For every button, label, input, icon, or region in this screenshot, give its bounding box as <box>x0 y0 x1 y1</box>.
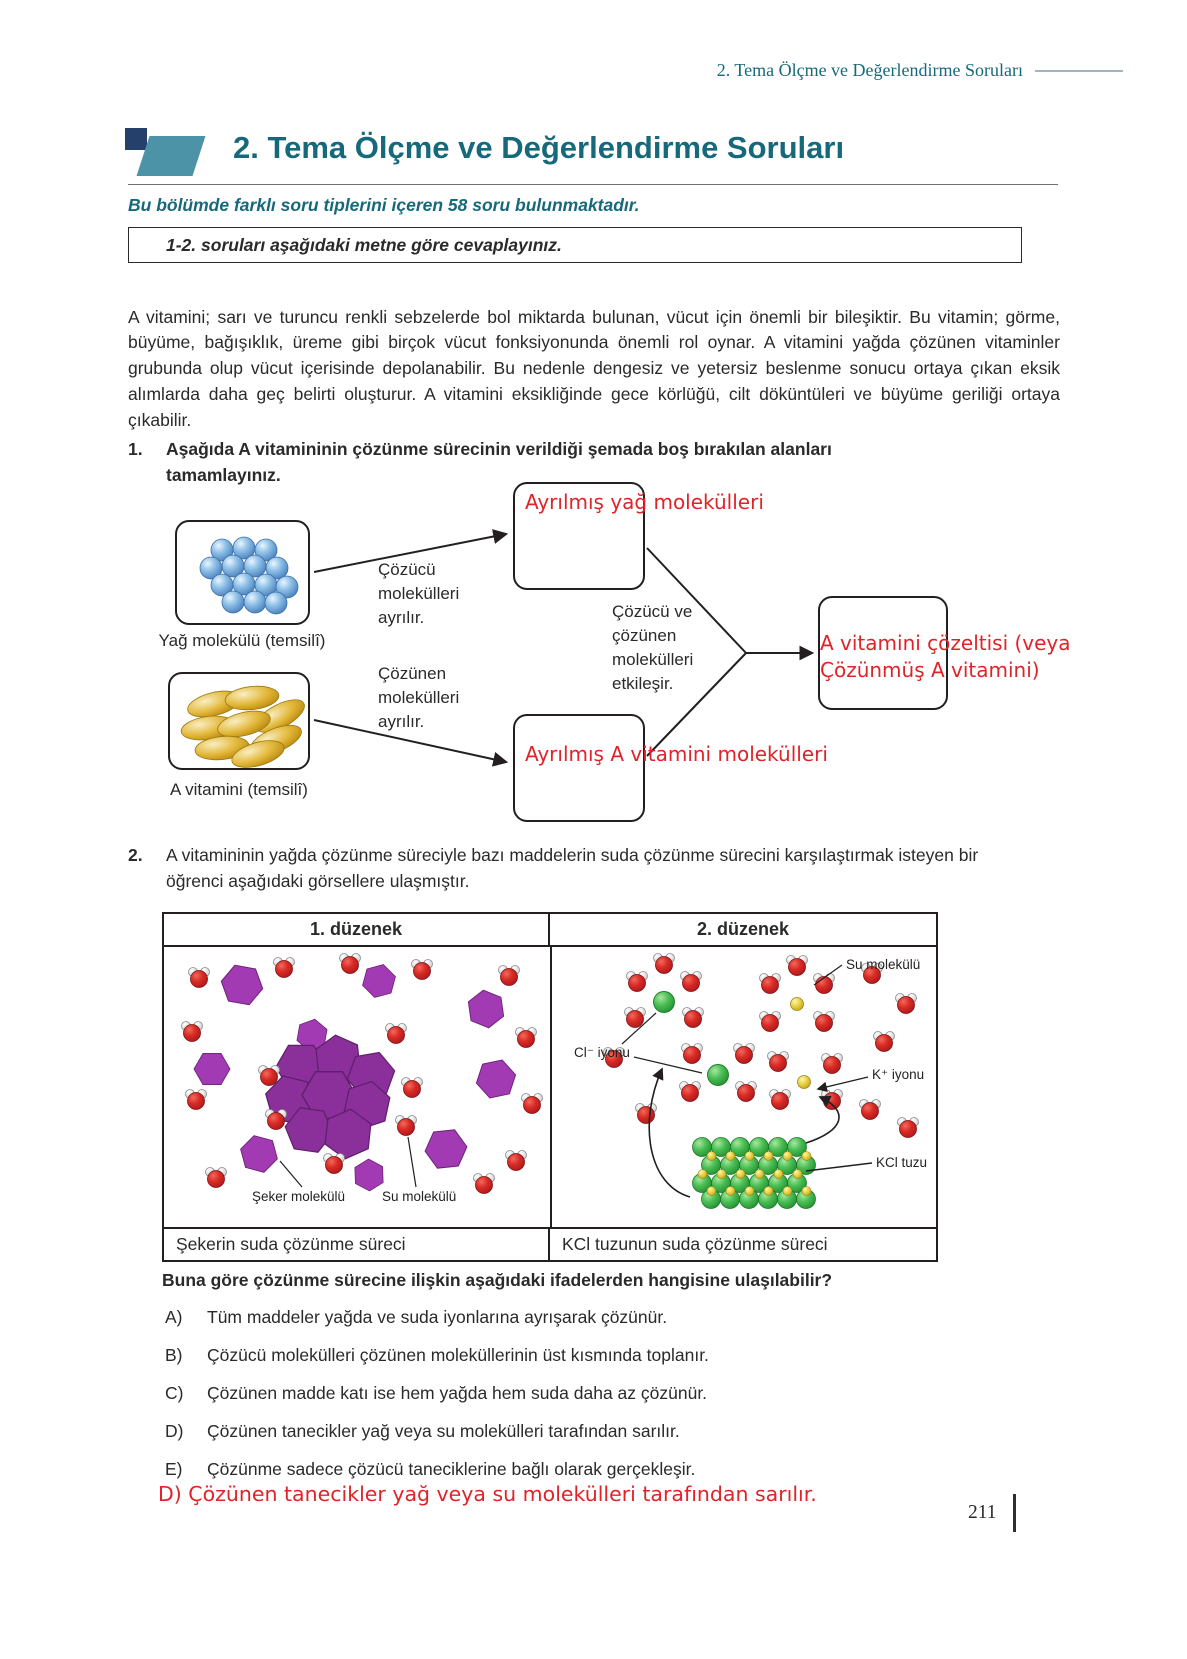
option-d-letter: D) <box>165 1421 184 1441</box>
empty-answer-box-vitamin <box>513 714 645 822</box>
option-a-text: Tüm maddeler yağda ve suda iyonlarına ayrışarak çözünür. <box>207 1307 668 1327</box>
running-head <box>0 60 1123 81</box>
vitamin-a-label: A vitamini (temsilî) <box>170 780 308 799</box>
table-header-setup1: 1. düzenek <box>164 914 550 945</box>
option-d-text: Çözünen tanecikler yağ veya su molekülleri tarafından sarılır. <box>207 1421 680 1441</box>
handwritten-answer-vitamin: Ayrılmış A vitamini molekülleri <box>525 742 828 766</box>
kcl-salt-label: KCl tuzu <box>876 1155 928 1170</box>
option-d <box>165 1419 1045 1444</box>
chloride-ion <box>654 992 675 1013</box>
kcl-dissolution-illustration <box>552 947 936 1227</box>
fat-molecule-illustration <box>177 522 308 623</box>
kcl-lattice <box>693 1138 816 1209</box>
option-a <box>165 1305 1045 1330</box>
question-1-number: 1. <box>128 439 143 459</box>
table-caption-setup2: KCl tuzunun suda çözünme süreci <box>562 1234 828 1254</box>
solvent-step-text: Çözücü molekülleri ayrılır. <box>378 560 460 627</box>
page-number: 211 <box>968 1502 997 1523</box>
option-c <box>165 1381 1045 1406</box>
answer-key-text: D) Çözünen tanecikler yağ veya su molekülleri tarafından sarılır. <box>158 1482 817 1506</box>
title-rule <box>128 184 1058 185</box>
option-b-letter: B) <box>165 1345 183 1365</box>
handwritten-answer-fat: Ayrılmış yağ molekülleri <box>525 490 764 514</box>
dissolution-diagram <box>128 478 1071 838</box>
title-block <box>125 128 1055 180</box>
handwritten-answer-solution: A vitamini çözeltisi (veya Çözünmüş A vitamini) <box>820 631 1071 682</box>
option-e <box>165 1457 1045 1482</box>
interact-step-text: Çözücü ve çözünen molekülleri etkileşir. <box>612 602 694 693</box>
table-header-row <box>164 914 936 947</box>
question-2-prompt: Buna göre çözünme sürecine ilişkin aşağıdaki ifadelerden hangisine ulaşılabilir? <box>162 1270 833 1290</box>
option-e-letter: E) <box>165 1459 183 1479</box>
potassium-ion <box>791 998 804 1011</box>
sugar-dissolution-figure <box>164 947 550 1227</box>
k-ion-label: K⁺ iyonu <box>872 1067 925 1082</box>
fat-molecule-box <box>175 520 310 625</box>
page-number-block <box>968 1494 1016 1532</box>
question-2 <box>128 843 1033 894</box>
option-b-text: Çözücü molekülleri çözünen moleküllerinin üst kısmında toplanır. <box>207 1345 709 1365</box>
title-decoration-square-icon <box>125 128 147 150</box>
kcl-dissolution-figure <box>550 947 936 1227</box>
running-head-text: 2. Tema Ölçme ve Değerlendirme Soruları <box>716 60 1023 80</box>
question-2-number: 2. <box>128 845 143 865</box>
question-2-text: A vitamininin yağda çözünme süreciyle bazı maddelerin suda çözünme sürecini karşılaştırmak isteyen bir öğrenci aşağıdaki görsellere ulaşmıştır. <box>166 845 979 891</box>
solute-step-text: Çözünen molekülleri ayrılır. <box>378 664 460 731</box>
section-note: Bu bölümde farklı soru tiplerini içeren 58 soru bulunmaktadır. <box>128 195 640 215</box>
sugar-molecule-label: Şeker molekülü <box>252 1189 346 1204</box>
option-b <box>165 1343 1045 1368</box>
instruction-box <box>128 227 1022 263</box>
intro-paragraph: A vitamini; sarı ve turuncu renkli sebzelerde bol miktarda bulunan, vücut için önemli bir bileşiktir. Bu vitamin; görme, büyüme, bağışıklık, üreme gibi birçok vücut fonksiyonunda önemli rol oynar. A vitamini yağda çözünen vitaminler grubunda olup vücut içerisinde depolanabilir. Bu nedenle dengesiz ve yetersiz beslenme sonucu ortaya çıkan eksik alımlarda daha geç belirti oluşturur. A vitamini eksikliğinde gece körlüğü, cilt döküntüleri ve büyüme geriliği ortaya çıkabilir. <box>128 306 1060 430</box>
page-number-bar <box>1013 1494 1017 1532</box>
instruction-text: 1-2. soruları aşağıdaki metne göre cevaplayınız. <box>166 234 562 255</box>
vitamin-a-illustration <box>170 674 308 768</box>
option-c-letter: C) <box>165 1383 184 1403</box>
fat-molecule-label: Yağ molekülü (temsilî) <box>158 631 326 650</box>
water-molecule-label: Su molekülü <box>846 957 921 972</box>
page-title: 2. Tema Ölçme ve Değerlendirme Soruları <box>233 130 845 165</box>
option-c-text: Çözünen madde katı ise hem yağda hem suda daha az çözünür. <box>207 1383 708 1403</box>
potassium-ion <box>798 1076 811 1089</box>
comparison-table <box>162 912 938 1262</box>
option-a-letter: A) <box>165 1307 183 1327</box>
chloride-ion <box>708 1065 729 1086</box>
sugar-dissolution-illustration <box>164 947 550 1227</box>
vitamin-a-box <box>168 672 310 770</box>
option-e-text: Çözünme sadece çözücü taneciklerine bağlı olarak gerçekleşir. <box>207 1459 696 1479</box>
table-caption-setup1: Şekerin suda çözünme süreci <box>164 1229 550 1260</box>
table-caption-row <box>164 1227 936 1260</box>
question-1-text: Aşağıda A vitamininin çözünme sürecinin verildiği şemada boş bırakılan alanları tamamlayınız. <box>166 439 832 485</box>
table-header-setup2: 2. düzenek <box>696 919 790 939</box>
cl-ion-label: Cl⁻ iyonu <box>574 1045 630 1060</box>
title-decoration-parallelogram-icon <box>137 136 206 176</box>
options-list <box>165 1305 1045 1495</box>
running-head-rule <box>1035 70 1123 72</box>
table-image-row <box>164 947 936 1227</box>
water-molecule-label: Su molekülü <box>382 1189 457 1204</box>
